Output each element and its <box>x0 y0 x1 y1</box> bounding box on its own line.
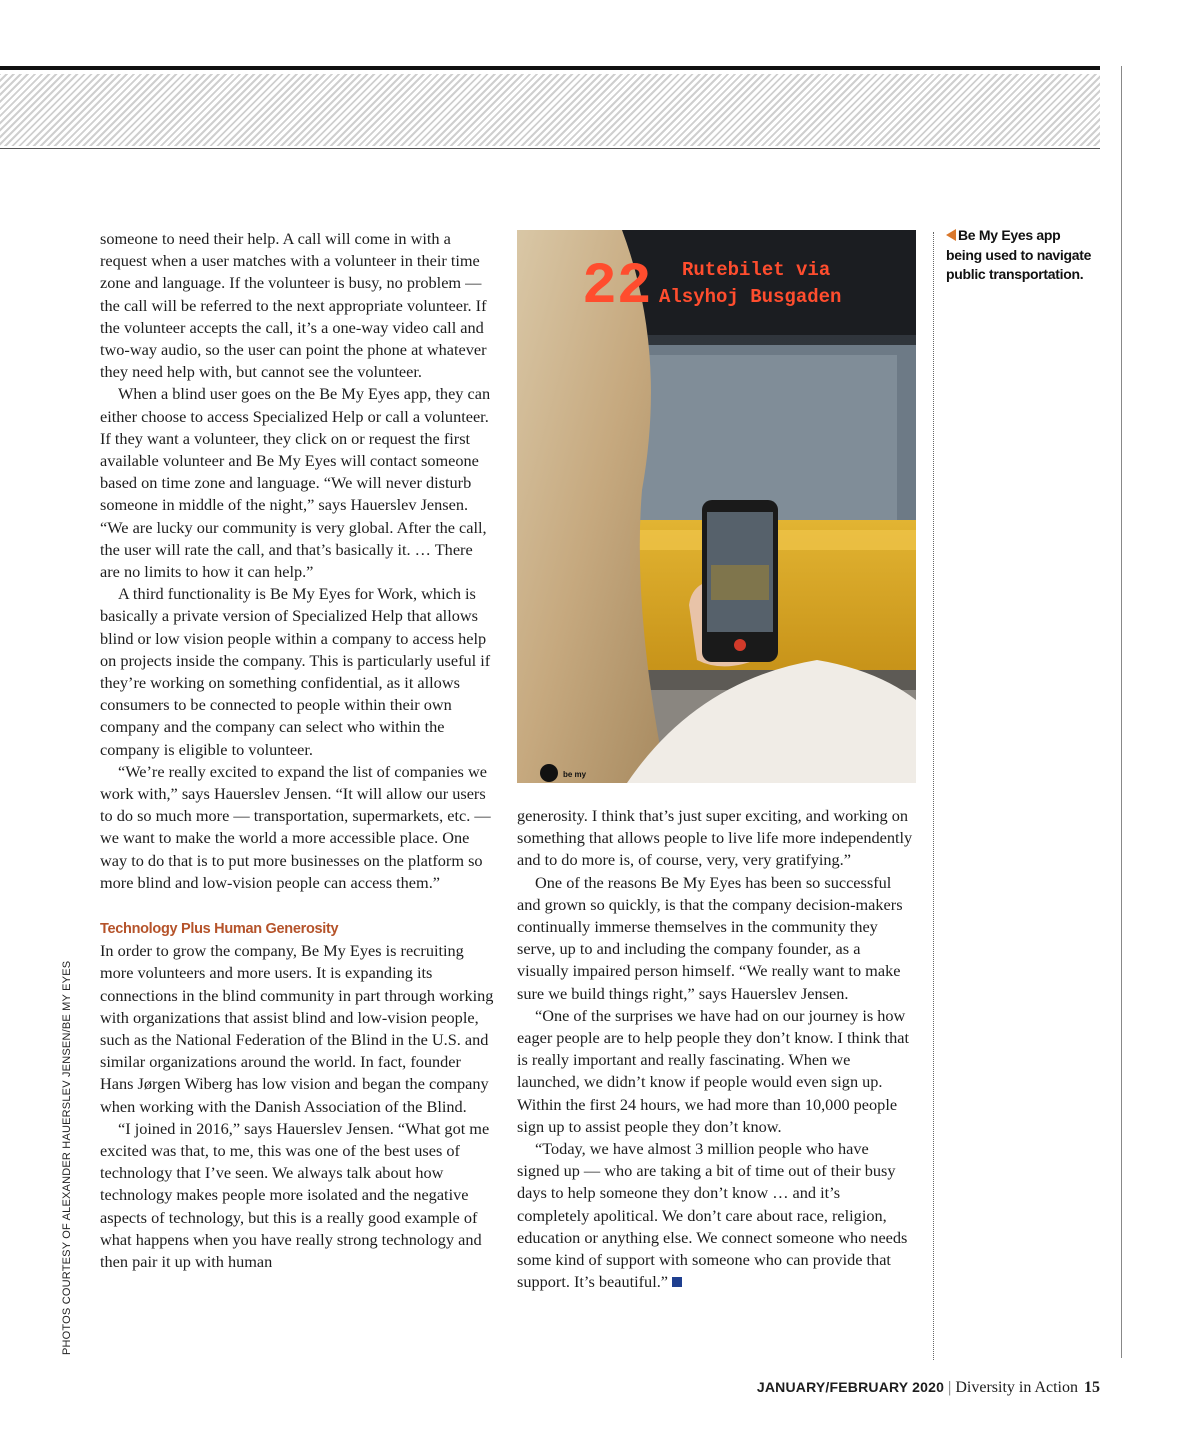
paragraph: “We’re really excited to expand the list of companies we work with,” says Hauerslev Jensen. “It will allow our users to do so much more — transportation, supermarkets, etc. — we want to make the world a more accessible place. One way to do that is to put more businesses on the platform so more blind and low-vision people can access them.” <box>100 761 491 892</box>
paragraph: In order to grow the company, Be My Eyes is recruiting more volunteers and more users. It is expanding its connections in the blind community in part through working with organizations that assist blind and low-vision people, such as the National Federation of the Blind in the U.S. and similar organizations around the world. In fact, founder Hans Jørgen Wiberg has low vision and began the company when working with the Danish Association of the Blind. <box>100 941 494 1116</box>
bus-number: 22 <box>582 255 652 320</box>
page-number: 15 <box>1084 1379 1100 1396</box>
top-rule <box>0 66 1100 70</box>
paragraph: A third functionality is Be My Eyes for Work, which is basically a private version of Specialized Help that allows blind or low vision people within a company to access help on projects inside the company. This is particularly useful if they’re working on something confidential, as it allows consumers to be connected to people within their own company and the company can select who within the company is eligible to volunteer. <box>100 584 491 759</box>
issue-date: JANUARY/FEBRUARY 2020 <box>756 1379 945 1395</box>
bus-sign-line-2: Alsyhoj Busgaden <box>659 286 842 308</box>
header-bottom-rule <box>0 148 1100 149</box>
paragraph: One of the reasons Be My Eyes has been so successful and grown so quickly, is that the company decision-makers continually immerse themselves in the community they serve, up to and including the company founder, as a visually impaired person himself. “We really want to make sure we build things right,” says Hauerslev Jensen. <box>517 872 903 1003</box>
footer-divider: | <box>948 1379 952 1396</box>
section-subhead: Technology Plus Human Generosity <box>100 921 339 938</box>
photo-watermark: be my <box>563 770 587 779</box>
article-column-2 <box>517 805 913 1293</box>
caption-separator <box>933 232 934 1360</box>
paragraph <box>517 1138 913 1293</box>
paragraph: “One of the surprises we have had on our journey is how eager people are to help people they don’t know. I think that is really important and really fascinating. When we launched, we didn’t know if people would even sign up. Within the first 24 hours, we had more than 10,000 people sign up to assist people they don’t know. <box>517 1005 909 1136</box>
header-hatch-band <box>0 74 1100 146</box>
paragraph: someone to need their help. A call will come in with a request when a user matches with a volunteer in their time zone and language. If the volunteer is busy, no problem — the call will be referred to the next appropriate volunteer. If the volunteer accepts the call, it’s a one-way video call and two-way audio, so the user can point the phone at whatever they need help with, but cannot see the volunteer. <box>100 229 487 382</box>
caption-text: Be My Eyes app being used to navigate public transportation. <box>946 227 1092 282</box>
page-edge-rule <box>1121 66 1122 1358</box>
photo-credit: PHOTOS COURTESY OF ALEXANDER HAUERSLEV JENSEN/BE MY EYES <box>61 960 73 1355</box>
article-column-1 <box>100 228 496 1273</box>
bus-photo <box>517 230 916 783</box>
caption-arrow-icon <box>946 229 956 241</box>
paragraph: When a blind user goes on the Be My Eyes app, they can either choose to access Specialized Help or call a volunteer. If they want a volunteer, they click on or request the first available volunteer and Be My Eyes will contact someone based on time zone and language. “We will never disturb someone in middle of the night,” says Hauerslev Jensen. “We are lucky our community is very global. After the call, the user will rate the call, and that’s basically it. … There are no limits to how it can help.” <box>100 384 491 582</box>
bus-sign-line-1: Rutebilet via <box>682 259 831 281</box>
page-footer <box>757 1379 1100 1397</box>
end-of-article-icon <box>672 1277 682 1287</box>
paragraph-text: “Today, we have almost 3 million people who have signed up — who are taking a bit of time out of their busy days to help someone they don’t know … and it’s completely apolitical. We don’t care about race, religion, education or anything else. We connect someone who needs some kind of support with someone who can provide that support. It’s beautiful.” <box>517 1139 908 1292</box>
publication-name: Diversity in Action <box>955 1379 1078 1396</box>
paragraph: generosity. I think that’s just super exciting, and working on something that allows people to live life more independently and to do more is, of course, very, very gratifying.” <box>517 806 913 870</box>
paragraph: “I joined in 2016,” says Hauerslev Jensen. “What got me excited was that, to me, this was one of the best uses of technology that I’ve seen. We always talk about how technology makes people more isolated and the negative aspects of technology, but this is a really good example of what happens when you have really strong technology and then pair it up with human <box>100 1118 490 1271</box>
photo-caption <box>946 226 1096 285</box>
